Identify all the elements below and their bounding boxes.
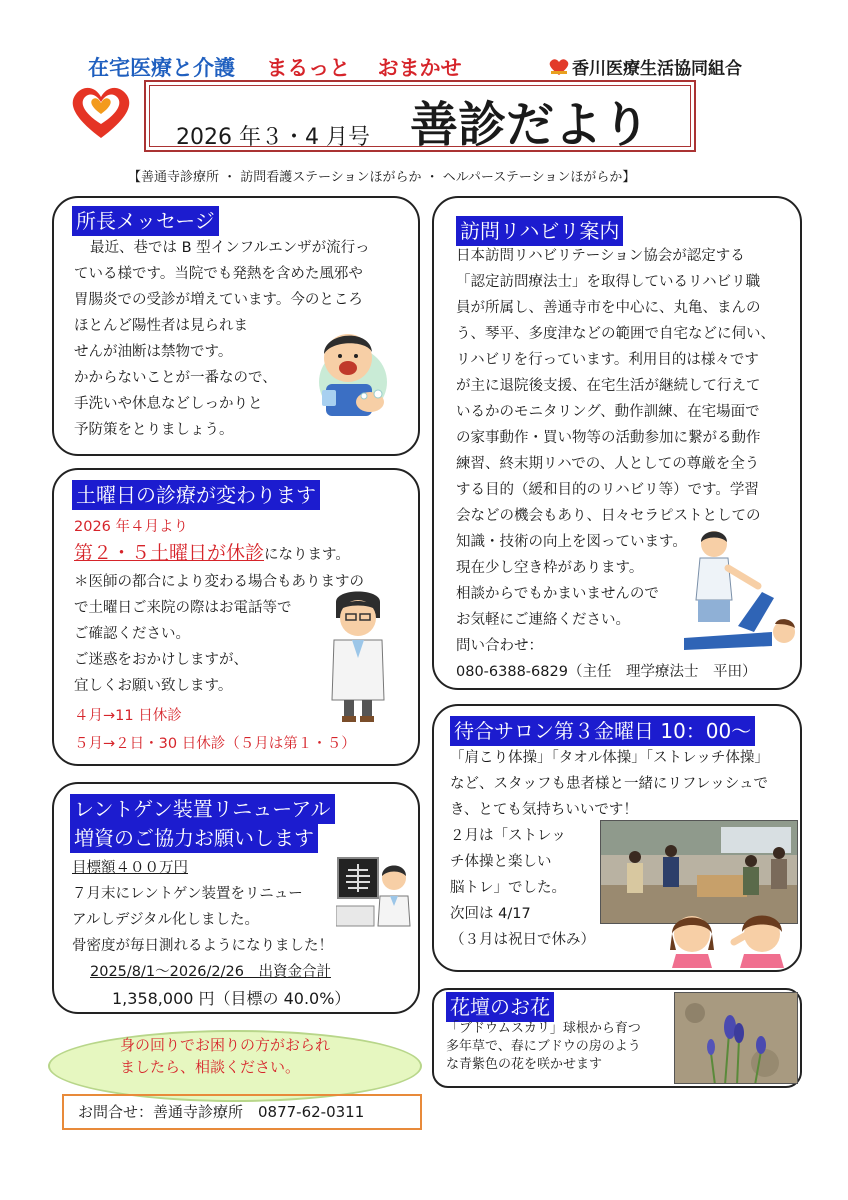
xray-line: 骨密度が毎日測れるようになりました！ xyxy=(72,938,333,954)
director-line: ほとんど陽性者は見られま xyxy=(74,318,248,334)
salon-side-line: チ体操と楽しい xyxy=(450,854,552,870)
saturday-start-date: 2026 年４月より xyxy=(74,519,189,535)
xray-doctor-illustration xyxy=(336,856,412,928)
tagline-part2: まるっと xyxy=(266,56,351,80)
director-line: 最近、巷では B 型インフルエンザが流行っ xyxy=(90,240,370,256)
xray-period: 2025/8/1～2026/2/26 出資金合計 xyxy=(90,964,331,980)
flower-line: 多年草で、春にブドウの房のよう xyxy=(446,1039,641,1054)
salon-side-line: 脳トレ」でした。 xyxy=(450,880,566,896)
saturday-highlight-suffix: になります。 xyxy=(264,547,350,563)
rehab-line: が主に退院後支援、在宅生活が継続して行えて xyxy=(456,378,761,394)
muscari-photo xyxy=(674,992,798,1084)
rehab-phone: 080-6388-6829（主任 理学療法士 平田） xyxy=(456,664,757,680)
flower-line: な青紫色の花を咲かせます xyxy=(446,1057,603,1072)
director-line: 予防策をとりましょう。 xyxy=(74,422,234,438)
tagline-part3: おまかせ xyxy=(377,56,462,80)
saturday-may: ５月→２日・30 日休診（５月は第１・５） xyxy=(74,736,356,752)
director-line: ている様です。当院でも発熱を含めた風邪や xyxy=(74,266,363,282)
tagline xyxy=(88,52,462,82)
saturday-line: 宜しくお願い致します。 xyxy=(74,678,233,694)
therapist-illustration xyxy=(678,528,802,652)
saturday-line: ご迷惑をおかけしますが、 xyxy=(74,652,248,668)
rehab-line: 知識・技術の向上を図っています。 xyxy=(456,534,687,550)
girl-stretch-illustration xyxy=(662,910,722,968)
rehab-line: お気軽にご連絡ください。 xyxy=(456,612,630,628)
rehab-line: 問い合わせ： xyxy=(456,638,543,654)
rehab-line: する目的（緩和目的のリハビリ等）です。学習 xyxy=(456,482,759,498)
tagline-part1: 在宅医療と介護 xyxy=(88,56,235,80)
rehab-line: 相談からでもかまいませんので xyxy=(456,586,659,602)
org-logo-icon xyxy=(548,58,570,76)
xray-title-line2: 増資のご協力お願いします xyxy=(70,823,318,853)
newsletter-title: 善診だより xyxy=(410,97,651,153)
saturday-april: ４月→11 日休診 xyxy=(74,708,182,724)
saturday-highlight-row xyxy=(74,541,350,568)
xray-target: 目標額４００万円 xyxy=(72,860,188,876)
rehab-line: の家事動作・買い物等の活動参加に繋がる動作 xyxy=(456,430,761,446)
subtitle-facilities: 【善通寺診療所 ・ 訪問看護ステーションほがらか ・ ヘルパーステーションほがらか】 xyxy=(128,170,636,185)
rehab-line: リハビリを行っています。利用目的は様々です xyxy=(456,352,759,368)
xray-line: ７月末にレントゲン装置をリニュー xyxy=(72,886,303,902)
xray-title-line1: レントゲン装置リニューアル xyxy=(70,794,335,824)
rehab-line: 現在少し空き枠があります。 xyxy=(456,560,644,576)
exercise-photo xyxy=(600,820,798,924)
salon-title: 待合サロン第３金曜日 10：00～ xyxy=(450,716,755,746)
salon-line: き、とても気持ちいいです！ xyxy=(450,802,638,818)
director-line: 胃腸炎での受診が増えています。今のところ xyxy=(74,292,363,308)
salon-side-line: 次回は 4/17 xyxy=(450,906,531,922)
rehab-title: 訪問リハビリ案内 xyxy=(456,216,623,246)
salon-line: 「肩こり体操」「タオル体操」「ストレッチ体操」 xyxy=(450,750,769,766)
rehab-line: う、琴平、多度津などの範囲で自宅などに伺い、 xyxy=(456,326,775,342)
salon-side-line: ２月は「ストレッ xyxy=(450,828,566,844)
saturday-line: ご確認ください。 xyxy=(74,626,190,642)
xray-line: アルしデジタル化しました。 xyxy=(72,912,260,928)
rehab-line: 会などの機会もあり、日々セラピストとしての xyxy=(456,508,761,524)
saturday-line: で土曜日ご来院の際はお電話等で xyxy=(74,600,292,616)
woman-stretch-illustration xyxy=(730,910,790,968)
contact-box: お問合せ：善通寺診療所 0877-62-0311 xyxy=(62,1094,422,1130)
consult-bubble-text xyxy=(120,1034,330,1078)
organization xyxy=(548,54,742,79)
doctor-illustration xyxy=(326,588,390,724)
rehab-line: 「認定訪問療法士」を取得しているリハビリ職 xyxy=(456,274,761,290)
flower-line: 「ブドウムスカリ」球根から育つ xyxy=(446,1021,641,1036)
rehab-line: 練習、終末期リハでの、人としての尊厳を全う xyxy=(456,456,760,472)
director-line: 手洗いや休息などしっかりと xyxy=(74,396,263,412)
salon-line: など、スタッフも患者様と一緒にリフレッシュで xyxy=(450,776,768,792)
rehab-line: いるかのモニタリング、動作訓練、在宅場面で xyxy=(456,404,760,420)
saturday-title: 土曜日の診療が変わります xyxy=(72,480,320,510)
saturday-highlight: 第２・５土曜日が休診 xyxy=(74,542,265,564)
rehab-line: 日本訪問リハビリテーション協会が認定する xyxy=(456,248,745,264)
director-message-title: 所長メッセージ xyxy=(72,206,219,236)
director-line: かからないことが一番なので、 xyxy=(74,370,277,386)
organization-name: 香川医療生活協同組合 xyxy=(572,59,742,79)
sick-boy-illustration xyxy=(308,318,394,418)
saturday-line: ＊医師の都合により変わる場合もありますの xyxy=(74,574,364,590)
issue-label: 2026 年３・4 月号 xyxy=(176,125,370,150)
flower-title: 花壇のお花 xyxy=(446,992,554,1022)
xray-total: 1,358,000 円（目標の 40.0%） xyxy=(112,989,351,1008)
rehab-line: 員が所属し、善通寺市を中心に、丸亀、まんの xyxy=(456,300,761,316)
salon-side-line: （３月は祝日で休み） xyxy=(450,932,595,948)
consult-line: ましたら、相談ください。 xyxy=(120,1058,301,1076)
director-line: せんが油断は禁物です。 xyxy=(74,344,233,360)
consult-line: 身の回りでお困りの方がおられ xyxy=(120,1036,331,1054)
heart-logo-icon xyxy=(68,84,134,140)
